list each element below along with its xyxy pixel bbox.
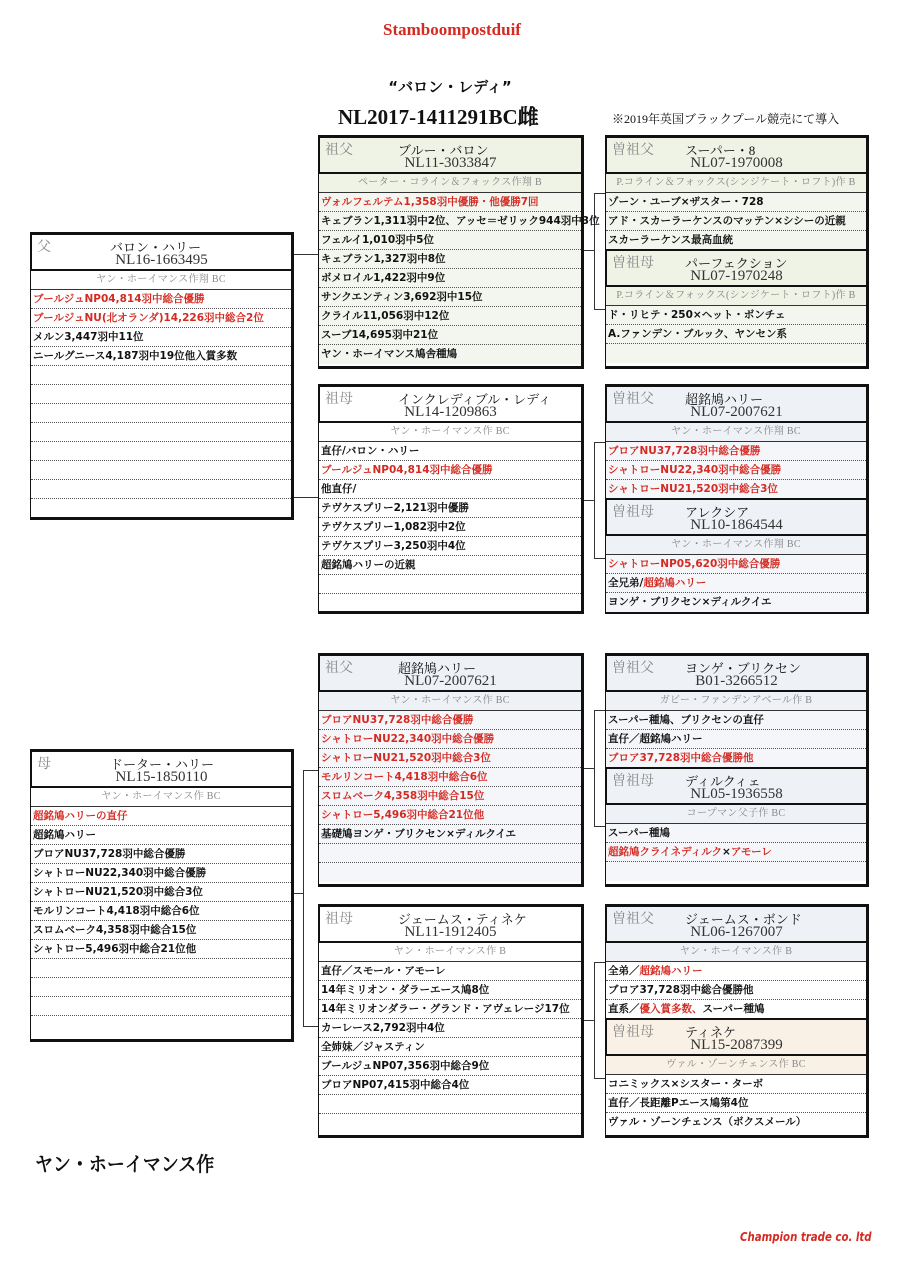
ggs3-breeder: ガビー・ファンデンアベール作 B [606,692,866,711]
achievement-line: ボメロイル1,422羽中9位 [319,269,581,288]
ggs1-line: スカーラーケンス最高血統 [606,231,866,250]
achievement-line: メルン3,447羽中11位 [31,328,291,347]
ggs4-line [606,962,866,981]
achievement-line [319,1095,581,1114]
import-note: ※2019年英国ブラックプール競売にて導入 [612,112,840,126]
achievement-line [31,404,291,423]
ggd4-ring: NL15-2087399 [690,1037,783,1053]
achievement-line [31,978,291,997]
sire-card [30,232,294,520]
ggs1-ring: NL07-1970008 [690,155,783,171]
achievement-line: スーブ14,695羽中21位 [319,326,581,345]
achievement-line [31,959,291,978]
achievement-line: ブロアNU37,728羽中総合優勝 [31,845,291,864]
achievement-line [31,499,291,518]
granddam-2-lines [319,962,581,1133]
achievement-line [31,442,291,461]
achievement-line: 直仔／スモール・アモーレ [319,962,581,981]
grandsire-2-name: 超銘鳩ハリー [398,661,477,676]
ggs4-line-part: 超銘鳩ハリー [639,965,703,977]
dam-header [30,750,293,788]
ggs2-name: 超銘鳩ハリー [685,392,764,407]
achievement-line [31,385,291,404]
ggd4-name: ティネケ [685,1025,736,1040]
achievement-line: テヴケスプリー3,250羽中4位 [319,537,581,556]
achievement-line [319,844,581,863]
dam-lines [31,807,291,1035]
achievement-line: ブールジュNU(北オランダ)14,226羽中総合2位 [31,309,291,328]
achievement-line: テヴケスプリー2,121羽中優勝 [319,499,581,518]
grandsire-1-card [318,135,600,369]
ggs2-header [605,385,868,423]
achievement-line [319,1114,581,1133]
ggs4-breeder: ヤン・ホーイマンス作 B [606,943,866,962]
ggs1-header [605,136,868,174]
ggd3-line-part: 超銘鳩クライネディルク [608,846,723,858]
ggs1-line: ゾーン・ユーブ×ザスター・728 [606,193,866,212]
grandsire-2-breeder: ヤン・ホーイマンス作 BC [319,692,581,711]
ggd3-name: ディルクィェ [685,774,761,789]
achievement-line: 他直仔/ [319,480,581,499]
achievement-line: 超銘鳩ハリーの直仔 [31,807,291,826]
granddam-1-lines [319,442,581,613]
ggd3-ring: NL05-1936558 [690,786,783,802]
achievement-line: スロムベーク4,358羽中総合15位 [31,921,291,940]
achievement-line: スロムベーク4,358羽中総合15位 [319,787,581,806]
connector-gd1-stem [583,500,594,501]
granddam-1-card [318,384,584,614]
ggs1-name: スーパー・8 [685,143,756,158]
ggd3-line [606,862,866,881]
ggs3-line: スーパー種鳩、ブリクセンの直仔 [606,711,866,730]
connector-gs1-stem [583,250,594,251]
granddam-1-relation: 祖母 [325,392,353,407]
achievement-line: サンクエンティン3,692羽中15位 [319,288,581,307]
ggd1-name: パーフェクション [685,256,788,271]
ggd3-line [606,843,866,862]
ggs4-name: ジェームス・ボンド [685,912,802,927]
sire-ring: NL16-1663495 [115,252,208,268]
great-grandparents-4-card [605,904,869,1138]
achievement-line: キェブラン1,311羽中2位、アッセ＝ゼリック944羽中3位 [319,212,581,231]
ggs2-line: シャトローNU21,520羽中総合3位 [606,480,866,499]
achievement-line: カーレース2,792羽中4位 [319,1019,581,1038]
pigeon-nickname: “バロン・レディ” [388,78,512,96]
ggd2-line [606,574,866,593]
ggd2-line-part: 全兄弟/ [608,577,644,589]
achievement-line: シャトローNU22,340羽中総合優勝 [31,864,291,883]
ggs4-line-part: 直系／ [608,1003,640,1015]
ggd2-breeder: ヤン・ホーイマンス作翔 BC [606,536,866,555]
ggd1-line [606,344,866,363]
ggs1-breeder: P.コライン＆フォックス(シンジケート・ロフト)作 B [606,174,866,193]
granddam-1-breeder: ヤン・ホーイマンス作 BC [319,423,581,442]
dam-ring: NL15-1850110 [115,769,208,785]
ggs1-relation: 曽祖父 [612,143,654,158]
achievement-line [31,1016,291,1035]
achievement-line [31,423,291,442]
grandsire-2-lines [319,711,581,882]
ggd4-relation: 曽祖母 [612,1025,654,1040]
ggd1-relation: 曽祖母 [612,256,654,271]
ggd2-line-part: 超銘鳩ハリー [643,577,707,589]
achievement-line [319,863,581,882]
ggs2-breeder: ヤン・ホーイマンス作翔 BC [606,423,866,442]
achievement-line [319,575,581,594]
brand-title [0,20,900,40]
dam-relation: 母 [37,757,51,772]
granddam-2-card [318,904,584,1138]
ggd1-breeder: P.コライン＆フォックス(シンジケート・ロフト)作 B [606,287,866,306]
dam-breeder: ヤン・ホーイマンス作 BC [31,788,291,807]
achievement-line: 超銘鳩ハリーの近親 [319,556,581,575]
dam-card [30,749,294,1042]
granddam-2-header [318,905,583,943]
achievement-line [31,480,291,499]
great-grandparents-2-card [605,384,869,614]
ggd4-line: コニミックス×シスター・ターボ [606,1075,866,1094]
ggs2-line: シャトローNU22,340羽中総合優勝 [606,461,866,480]
granddam-2-name: ジェームス・ティネケ [398,912,527,927]
ggs3-name: ヨンゲ・ブリクセン [685,661,801,676]
achievement-line [31,366,291,385]
grandsire-2-relation: 祖父 [325,661,353,676]
pigeon-ring: NL2017-1411291BC雌 [338,105,539,129]
ggs3-header [605,654,868,692]
achievement-line: モルリンコート4,418羽中総合6位 [31,902,291,921]
ggs3-ring: B01-3266512 [695,673,778,689]
grandsire-1-relation: 祖父 [325,143,353,158]
great-grandparents-1-card [605,135,869,369]
ggd3-breeder: コープマン父子作 BC [606,805,866,824]
achievement-line: シャトローNU21,520羽中総合3位 [31,883,291,902]
granddam-2-relation: 祖母 [325,912,353,927]
granddam-1-header [318,385,583,423]
grandsire-1-lines [319,193,600,364]
achievement-line: ブロアNU37,728羽中総合優勝 [319,711,581,730]
ggd4-line: ヴァル・ゾーンチェンス（ボクスメール） [608,1116,807,1128]
ggs4-line-part: 優入賞多数、 [639,1003,703,1015]
ggd2-line: シャトローNP05,620羽中総合優勝 [606,555,866,574]
achievement-line: シャトロー5,496羽中総合21位他 [31,940,291,959]
sire-relation: 父 [37,240,51,255]
connector-gd2-stem [583,1020,594,1021]
achievement-line [31,461,291,480]
ggd2-header [605,498,868,536]
achievement-line: ヤン・ホーイマンス鳩舎種鳩 [319,345,581,364]
ggs2-relation: 曽祖父 [612,392,654,407]
ggd1-header [605,249,868,287]
achievement-line: ブールジュNP07,356羽中総合9位 [319,1057,581,1076]
ggd3-line-part: × [722,846,731,858]
ggd2-ring: NL10-1864544 [690,517,783,533]
grandsire-2-ring: NL07-2007621 [404,673,497,689]
connector-gs2-stem [583,768,594,769]
ggs3-line: 直仔／超銘鳩ハリー [606,730,866,749]
achievement-line: シャトローNU22,340羽中総合優勝 [319,730,581,749]
ggd1-ring: NL07-1970248 [690,268,783,284]
ggd3-header [605,767,868,805]
grandsire-2-card [318,653,584,887]
granddam-2-ring: NL11-1912405 [404,924,497,940]
ggd3-line-part: アモーレ [730,846,772,858]
achievement-line: 直仔/バロン・ハリー [319,442,581,461]
grandsire-1-breeder: ペーター・コライン＆フォックス作翔 B [319,174,581,193]
sire-breeder: ヤン・ホーイマンス作翔 BC [31,271,291,290]
ggs4-line [606,1000,866,1019]
achievement-line: クライル11,056羽中12位 [319,307,581,326]
ggd1-line: A.ファンデン・ブルック、ヤンセン系 [606,325,866,344]
ggs3-line: ブロア37,728羽中総合優勝他 [606,749,866,768]
connector-dam [303,770,318,1027]
ggs2-ring: NL07-2007621 [690,404,783,420]
grandsire-2-header [318,654,583,692]
achievement-line: 全姉妹／ジャスティン [319,1038,581,1057]
ggs1-line: アド・スカーラーケンスのマッテン×シシーの近親 [606,212,866,231]
achievement-line [319,594,581,613]
ggs2-line: ブロアNU37,728羽中総合優勝 [606,442,866,461]
achievement-line: フェルイ1,010羽中5位 [319,231,581,250]
achievement-line: テヴケスプリー1,082羽中2位 [319,518,581,537]
achievement-line: ニールグニース4,187羽中19位他入賞多数 [31,347,291,366]
achievement-line [31,997,291,1016]
grandsire-1-name: ブルー・バロン [398,143,489,158]
achievement-line: モルリンコート4,418羽中総合6位 [319,768,581,787]
ggd2-relation: 曽祖母 [612,505,654,520]
ggd2-name: アレクシア [685,505,750,520]
achievement-line: 超銘鳩ハリー [31,826,291,845]
dam-name: ドーター・ハリー [110,757,215,772]
ggs4-line-part: 全弟／ [608,965,640,977]
granddam-1-ring: NL14-1209863 [404,404,497,420]
connector-sire [293,254,318,498]
granddam-1-name: インクレディブル・レディ [398,392,552,407]
ggd4-header [605,1018,868,1056]
ggs4-header [605,905,868,943]
ggd3-line: スーパー種鳩 [606,824,866,843]
ggd4-line: 直仔／長距離Pエース鳩第4位 [606,1094,866,1113]
achievement-line: ブールジュNP04,814羽中総合優勝 [319,461,581,480]
achievement-line: ブールジュNP04,814羽中総合優勝 [31,290,291,309]
ggs4-ring: NL06-1267007 [690,924,783,940]
ggs3-relation: 曽祖父 [612,661,654,676]
footer-company-logo: Champion trade co. ltd [740,1230,872,1244]
grandsire-1-header [318,136,583,174]
achievement-line: 14年ミリオンダラー・グランド・アヴェレージ17位 [319,1000,581,1019]
achievement-line: ヴォルフェルテム1,358羽中優勝・他優勝7回 [319,193,581,212]
achievement-line: シャトロー5,496羽中総合21位他 [319,806,581,825]
ggd1-line: ド・リヒテ・250×ヘット・ボンチェ [606,306,866,325]
ggs4-line: ブロア37,728羽中総合優勝他 [606,981,866,1000]
sire-name: バロン・ハリー [110,240,202,255]
sire-lines [31,290,291,518]
ggd3-relation: 曽祖母 [612,774,654,789]
footer-breeder: ヤン・ホーイマンス作 [35,1152,215,1176]
achievement-line: シャトローNU21,520羽中総合3位 [319,749,581,768]
ggs4-relation: 曽祖父 [612,912,654,927]
ggd4-breeder: ヴァル・ゾーンチェンス作 BC [606,1056,866,1075]
achievement-line: 基礎鳩ヨンゲ・ブリクセン×ディルクイエ [319,825,581,844]
grandsire-1-ring: NL11-3033847 [404,155,497,171]
sire-header [30,233,293,271]
achievement-line: ブロアNP07,415羽中総合4位 [319,1076,581,1095]
achievement-line: 14年ミリオン・ダラーエース鳩8位 [319,981,581,1000]
ggd2-line: ヨンゲ・ブリクセン×ディルクイエ [606,593,866,612]
great-grandparents-3-card [605,653,869,887]
brand-text: Stamboompostduif [383,20,521,39]
ggs4-line-part: スーパー種鳩 [702,1003,765,1015]
achievement-line: キェブラン1,327羽中8位 [319,250,581,269]
granddam-2-breeder: ヤン・ホーイマンス作 B [319,943,581,962]
